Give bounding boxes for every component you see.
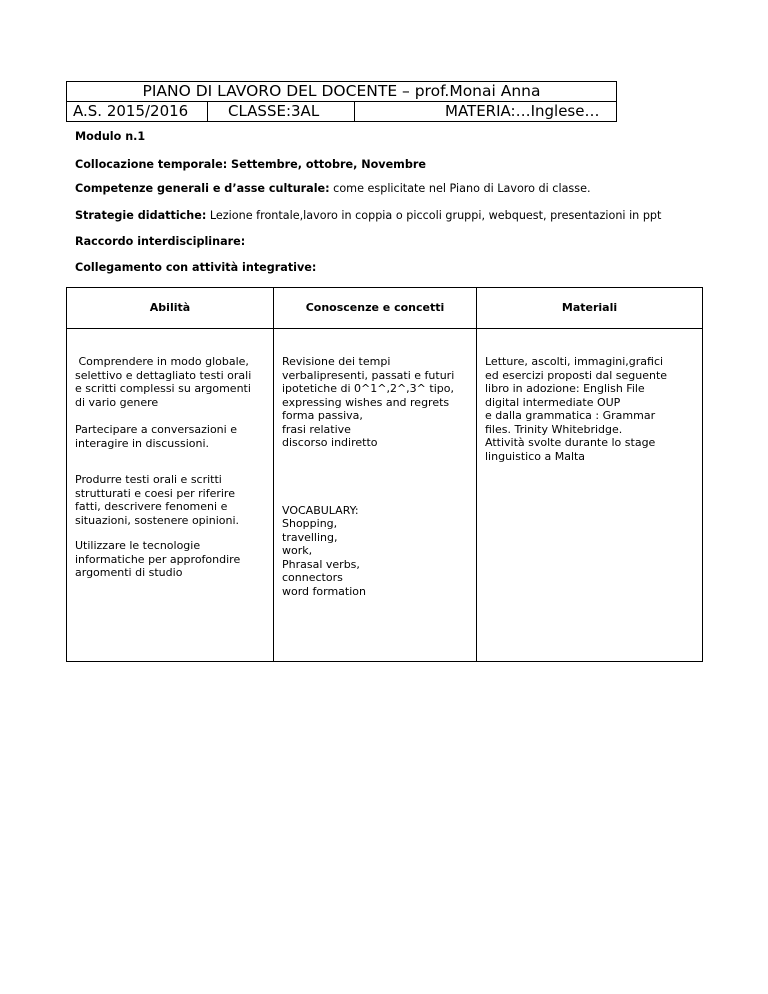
abilita-cell (67, 329, 274, 662)
module-number: Modulo n.1 (75, 130, 146, 143)
header-abilita: Abilità (67, 288, 274, 329)
time-placement: Collocazione temporale: Settembre, ottobre, Novembre (75, 158, 426, 171)
subject-label: MATERIA:…Inglese… (445, 102, 600, 120)
table-header-row (67, 288, 703, 329)
abilita-item: Partecipare a conversazioni e interagire in discussioni. (75, 423, 237, 450)
class-label: CLASSE:3AL (208, 102, 355, 121)
integrative-activities: Collegamento con attività integrative: (75, 261, 317, 274)
interdisciplinary-link: Raccordo interdisciplinare: (75, 235, 246, 248)
table-row (67, 329, 703, 662)
teaching-strategies: Strategie didattiche: Lezione frontale,lavoro in coppia o piccoli gruppi, webquest, presentazioni in ppt (75, 209, 662, 222)
materiali-cell (477, 329, 703, 662)
header-info-row (67, 102, 616, 121)
conoscenze-vocabulary: VOCABULARY: Shopping, travelling, work, Phrasal verbs, connectors word formation (282, 503, 366, 598)
school-year: A.S. 2015/2016 (67, 102, 208, 121)
conoscenze-cell (274, 329, 477, 662)
header-table (66, 81, 617, 122)
header-conoscenze: Conoscenze e concetti (274, 288, 477, 329)
abilita-item: Produrre testi orali e scritti strutturati e coesi per riferire fatti, descrivere fenomeni e situazioni, sostenere opinioni. (75, 473, 240, 527)
abilita-item: Utilizzare le tecnologie informatiche per approfondire argomenti di studio (75, 539, 241, 579)
abilita-item: Comprendere in modo globale, selettivo e dettagliato testi orali e scritti complessi su argomenti di vario genere (75, 355, 252, 409)
header-materiali: Materiali (477, 288, 703, 329)
general-competences: Competenze generali e d’asse culturale: come esplicitate nel Piano di Lavoro di classe. (75, 182, 591, 195)
conoscenze-grammar: Revisione dei tempi verbalipresenti, passati e futuri ipotetiche di 0^1^,2^,3^ tipo, expressing wishes and regrets forma passiva, frasi relative discorso indiretto (282, 355, 455, 449)
program-table (66, 287, 703, 662)
materiali-text: Letture, ascolti, immagini,grafici ed esercizi proposti dal seguente libro in adozione: English File digital intermediate OUP e dalla grammatica : Grammar files. Trinity Whitebridge. Attività svolte durante lo stage linguistico a Malta (485, 355, 668, 463)
document-title: PIANO DI LAVORO DEL DOCENTE – prof.Monai Anna (67, 82, 616, 102)
